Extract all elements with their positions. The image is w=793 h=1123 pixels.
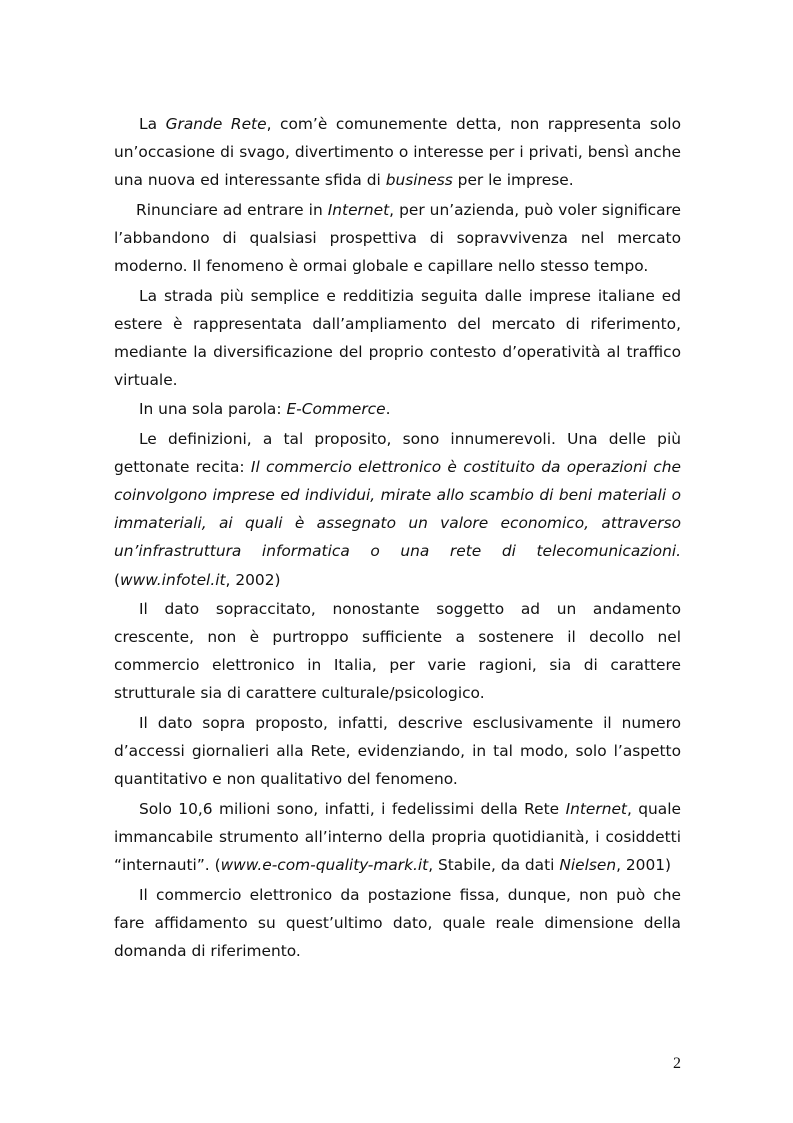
text-segment: , per un’azienda, può voler significare l’abbandono di qualsiasi prospettiva di sopravvivenza nel mercato moderno. Il fenomeno è ormai globale e capillare nello stesso tempo. <box>114 200 681 275</box>
text-segment: La <box>139 115 166 133</box>
text-segment: Rinunciare ad entrare in <box>136 200 328 219</box>
paragraph-6 <box>114 595 681 707</box>
text-segment: , com’è comunemente detta, non rappresenta solo un’occasione di svago, divertimento o interesse per i privati, bensì anche una nuova ed interessante sfida di <box>114 115 681 190</box>
italic-segment: Nielsen <box>559 855 617 874</box>
italic-segment: business <box>385 171 453 190</box>
text-segment: , 2001) <box>616 855 672 874</box>
text-segment: La strada più semplice e redditizia seguita dalle imprese italiane ed estere è rappresentata dall’ampliamento del mercato di riferimento, mediante la diversificazione del proprio contesto d’operatività al traffico virtuale. <box>114 286 681 389</box>
text-segment: . <box>385 400 391 419</box>
text-segment: Il dato sopraccitato, nonostante soggetto ad un andamento crescente, non è purtroppo sufficiente a sostenere il decollo nel commercio elettronico in Italia, per varie ragioni, sia di carattere strutturale sia di carattere culturale/psicologico. <box>114 600 681 703</box>
paragraph-8 <box>114 795 681 879</box>
text-segment: ( <box>114 570 121 589</box>
text-segment: , 2002) <box>225 570 281 589</box>
paragraph-3 <box>114 282 681 394</box>
text-segment: In una sola parola: <box>139 400 287 419</box>
citation-link-text: www.infotel.it <box>120 570 226 589</box>
paragraph-9 <box>114 881 681 965</box>
text-segment: per le imprese. <box>452 171 574 190</box>
citation-link-text: www.e-com-quality-mark.it <box>220 855 429 874</box>
text-segment: , quale immancabile strumento all’interno della propria quotidianità, i cosiddetti “internauti”. ( <box>114 799 681 874</box>
paragraph-2 <box>114 196 681 280</box>
italic-segment: Grande Rete <box>165 115 267 133</box>
document-body <box>114 110 681 966</box>
italic-segment: E-Commerce <box>286 400 386 419</box>
paragraph-5 <box>114 425 681 594</box>
italic-segment: Internet <box>565 799 627 818</box>
paragraph-4 <box>114 395 681 423</box>
paragraph-1 <box>114 110 681 194</box>
text-segment: Le definizioni, a tal proposito, sono innumerevoli. Una delle più gettonate recita: <box>114 430 681 477</box>
text-segment: Il commercio elettronico da postazione fissa, dunque, non può che fare affidamento su quest’ultimo dato, quale reale dimensione della domanda di riferimento. <box>114 885 681 960</box>
text-segment: Il dato sopra proposto, infatti, descrive esclusivamente il numero d’accessi giornalieri alla Rete, evidenziando, in tal modo, solo l’aspetto quantitativo e non qualitativo del fenomeno. <box>114 713 681 789</box>
italic-segment: Internet <box>327 200 390 219</box>
italic-segment: Il commercio elettronico è costituito da operazioni che coinvolgono imprese ed individui, mirate allo scambio di beni materiali o immateriali, ai quali è assegnato un valore economico, attraverso un’infrastruttura informatica o una rete di telecomunicazioni. <box>114 458 681 561</box>
paragraph-7 <box>114 709 681 793</box>
text-segment: Solo 10,6 milioni sono, infatti, i fedelissimi della Rete <box>139 799 566 818</box>
text-segment: , Stabile, da dati <box>428 855 560 874</box>
page-number: 2 <box>673 1055 681 1072</box>
